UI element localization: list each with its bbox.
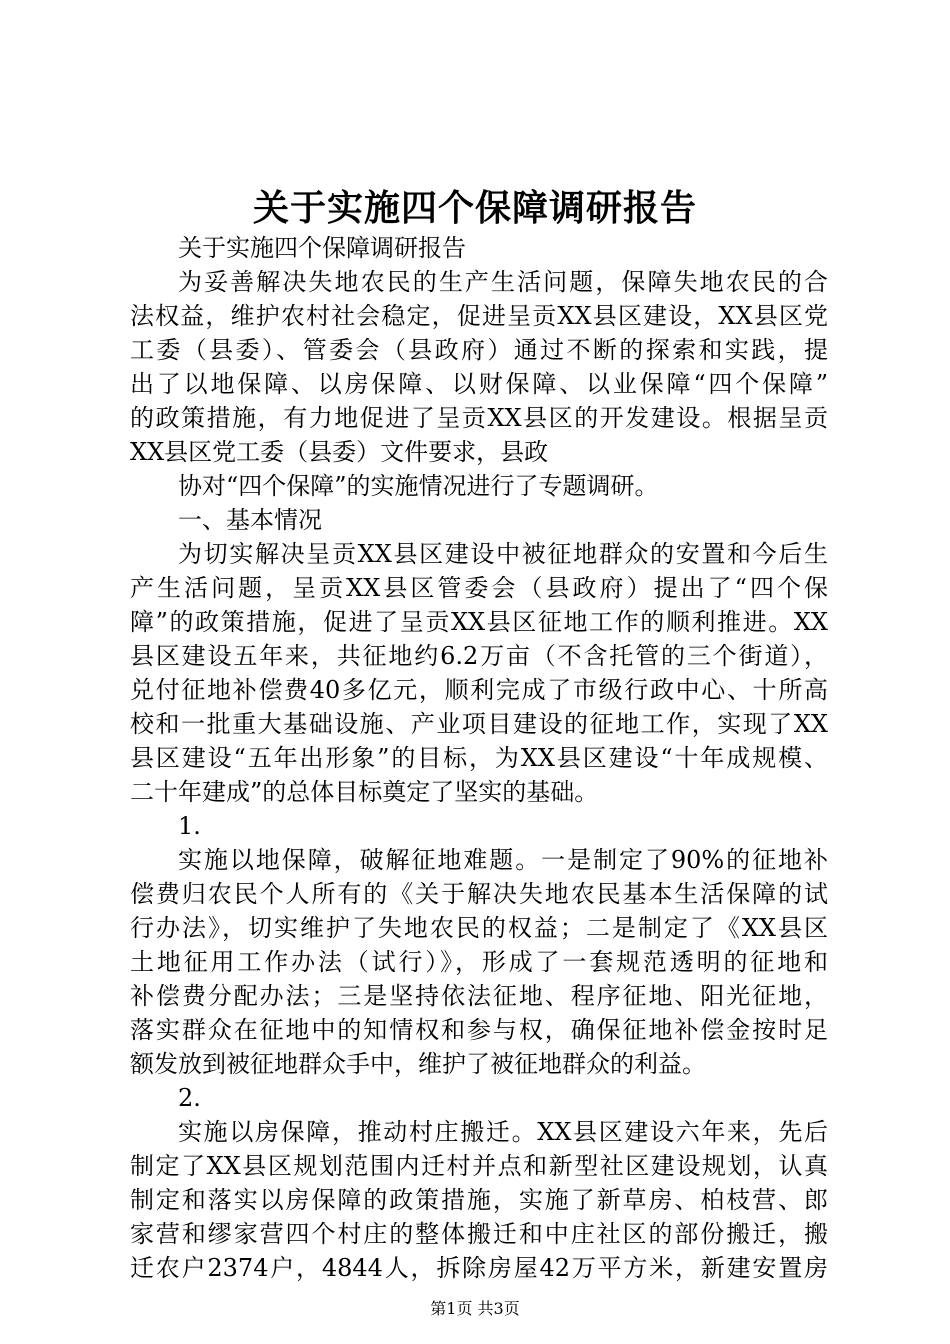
text-line: 偿费归农民个人所有的《关于解决失地农民基本生活保障的试 [130, 880, 828, 908]
text-line: 迁农户2374户，4844人，拆除房屋42万平方米，新建安置房 [130, 1254, 828, 1282]
text-line: XX县区党工委（县委）文件要求，县政 [130, 438, 549, 466]
document-body [130, 231, 828, 1285]
text-line: 制定了XX县区规划范围内迁村并点和新型社区建设规划，认真 [130, 1152, 828, 1180]
text-line: 障”的政策措施，促进了呈贡XX县区征地工作的顺利推进。XX [130, 608, 828, 636]
text-line: 补偿费分配办法；三是坚持依法征地、程序征地、阳光征地， [130, 982, 828, 1010]
document-title: 关于实施四个保障调研报告 [252, 188, 697, 229]
text-line: 土地征用工作办法（试行）》，形成了一套规范透明的征地和 [130, 948, 828, 976]
text-line: 实施以地保障，破解征地难题。一是制定了90%的征地补 [178, 846, 828, 874]
text-line: 县区建设“五年出形象”的目标，为XX县区建设“十年成规模、 [130, 744, 828, 772]
text-line: 县区建设五年来，共征地约6.2万亩（不含托管的三个街道）， [130, 642, 828, 670]
text-line: 为切实解决呈贡XX县区建设中被征地群众的安置和今后生 [178, 540, 828, 568]
text-line: 的政策措施，有力地促进了呈贡XX县区的开发建设。根据呈贡 [130, 404, 828, 432]
text-line: 为妥善解决失地农民的生产生活问题，保障失地农民的合 [178, 268, 828, 296]
text-line: 兑付征地补偿费40多亿元，顺利完成了市级行政中心、十所高 [130, 676, 828, 704]
text-line: 校和一批重大基础设施、产业项目建设的征地工作，实现了XX [130, 710, 828, 738]
page-footer: 第1页 共3页 [430, 1299, 520, 1318]
text-line: 协对“四个保障”的实施情况进行了专题调研。 [178, 472, 659, 500]
text-line: 行办法》，切实维护了失地农民的权益；二是制定了《XX县区 [130, 914, 828, 942]
text-line: 落实群众在征地中的知情权和参与权，确保征地补偿金按时足 [130, 1016, 828, 1044]
text-line: 1. [178, 812, 201, 840]
text-line: 关于实施四个保障调研报告 [178, 234, 466, 262]
text-line: 一、基本情况 [178, 506, 322, 534]
text-line: 工委（县委）、管委会（县政府）通过不断的探索和实践，提 [130, 336, 828, 364]
text-line: 出了以地保障、以房保障、以财保障、以业保障“四个保障” [130, 370, 828, 398]
text-line: 实施以房保障，推动村庄搬迁。XX县区建设六年来，先后 [178, 1118, 828, 1146]
text-line: 二十年建成”的总体目标奠定了坚实的基础。 [130, 778, 599, 806]
text-line: 法权益，维护农村社会稳定，促进呈贡XX县区建设，XX县区党 [130, 302, 828, 330]
text-line: 家营和缪家营四个村庄的整体搬迁和中庄社区的部份搬迁，搬 [130, 1220, 828, 1248]
text-line: 产生活问题，呈贡XX县区管委会（县政府）提出了“四个保 [130, 574, 828, 602]
text-line: 2. [178, 1084, 201, 1112]
text-line: 制定和落实以房保障的政策措施，实施了新草房、柏枝营、郎 [130, 1186, 828, 1214]
text-line: 额发放到被征地群众手中，维护了被征地群众的利益。 [130, 1050, 706, 1078]
